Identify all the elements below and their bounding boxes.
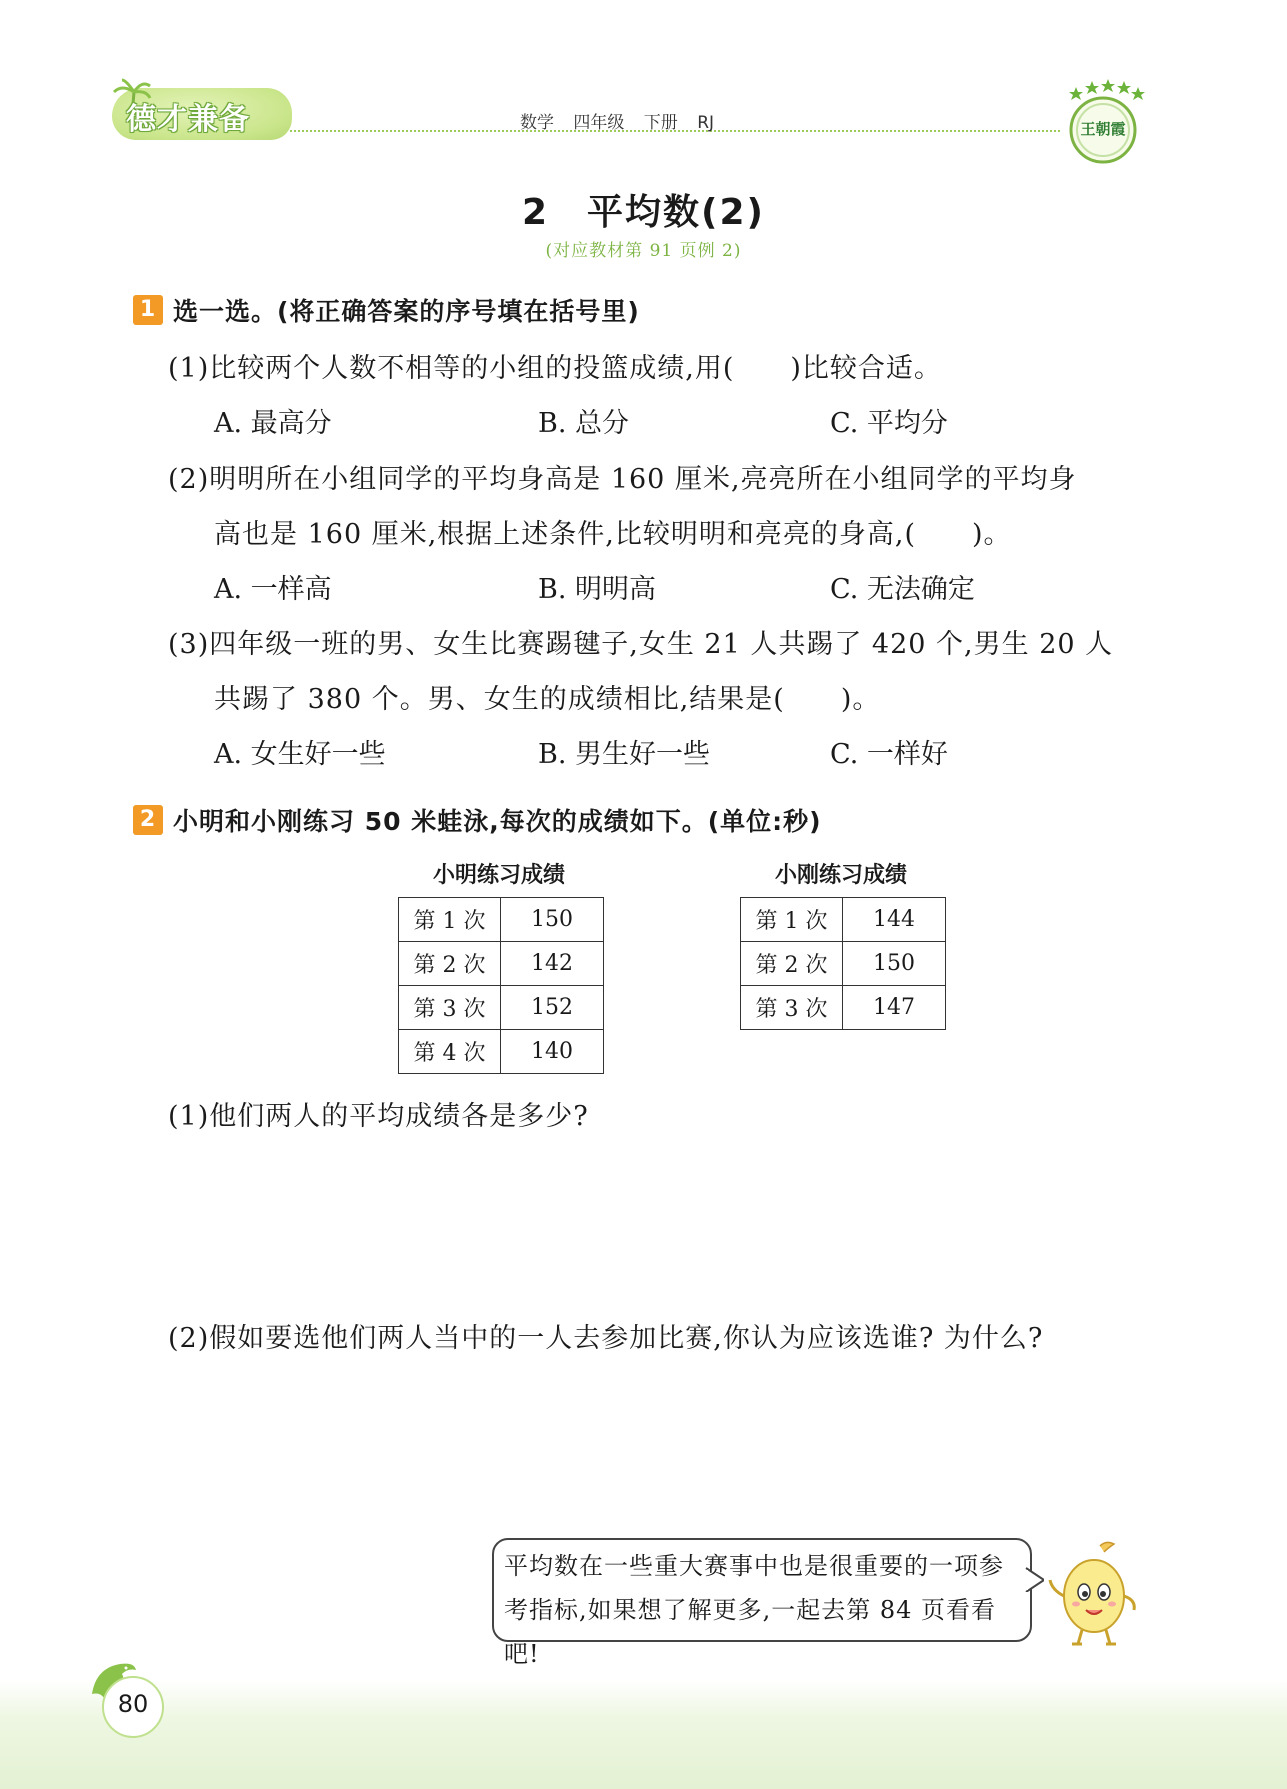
table-cell: 140: [501, 1030, 604, 1074]
table-cell: 152: [501, 986, 604, 1030]
table-cell: 147: [843, 986, 946, 1030]
tip-bubble-text: [504, 1544, 1024, 1676]
section-2-heading-text: 小明和小刚练习 50 米蛙泳,每次的成绩如下。(单位:秒): [173, 807, 822, 836]
table-cell: 第 2 次: [399, 942, 501, 986]
badge: [1060, 78, 1146, 168]
q1-line-1: (1)比较两个人数不相等的小组的投篮成绩,用( )比较合适。: [168, 353, 942, 384]
table-cell: 150: [843, 942, 946, 986]
table-cell: 150: [501, 898, 604, 942]
page-subtitle: (对应教材第 91 页例 2): [545, 241, 742, 261]
table-cell: 142: [501, 942, 604, 986]
tip-line-1: 平均数在一些重大赛事中也是很重要的一项参: [504, 1552, 1004, 1580]
table-row: [741, 942, 946, 986]
q1-option-c: C. 平均分: [830, 408, 948, 439]
lemon-mascot-icon: [1048, 1540, 1138, 1650]
table-row: [399, 986, 604, 1030]
q3-line-2: 共踢了 380 个。男、女生的成绩相比,结果是( )。: [214, 684, 881, 715]
section-2-number: 2: [133, 805, 163, 835]
section-1-heading-text: 选一选。(将正确答案的序号填在括号里): [173, 297, 640, 326]
q1-option-b: B. 总分: [538, 408, 630, 439]
q2-option-c: C. 无法确定: [830, 574, 975, 605]
q2-option-a: A. 一样高: [214, 574, 332, 605]
header-book-info: 数学 四年级 下册 RJ: [520, 113, 715, 133]
q3-option-a: A. 女生好一些: [214, 739, 386, 770]
table-row: [399, 1030, 604, 1074]
section-2-heading: [133, 802, 822, 838]
q2-line-2: 高也是 160 厘米,根据上述条件,比较明明和亮亮的身高,( )。: [214, 519, 1012, 550]
section-1-heading: [133, 292, 640, 328]
table-cell: 144: [843, 898, 946, 942]
section-2-q2: (2)假如要选他们两人当中的一人去参加比赛,你认为应该选谁? 为什么?: [168, 1323, 1044, 1354]
table-cell: 第 3 次: [741, 986, 843, 1030]
table-row: [399, 942, 604, 986]
logo: [112, 78, 302, 148]
xiaoming-table-title: 小明练习成绩: [432, 863, 565, 888]
q1-option-a: A. 最高分: [214, 408, 332, 439]
table-row: [399, 898, 604, 942]
q3-option-b: B. 男生好一些: [538, 739, 711, 770]
bubble-tail: [1024, 1566, 1044, 1592]
page-number: 80: [117, 1690, 149, 1718]
badge-text: 王朝霞: [1080, 120, 1126, 138]
xiaogang-table-title: 小刚练习成绩: [774, 863, 907, 888]
table-cell: 第 1 次: [741, 898, 843, 942]
xiaogang-score-table: [740, 897, 946, 1030]
xiaoming-score-table: [398, 897, 604, 1074]
footer-band: [0, 1680, 1287, 1789]
table-cell: 第 1 次: [399, 898, 501, 942]
table-cell: 第 4 次: [399, 1030, 501, 1074]
page-title: 2 平均数(2): [521, 192, 765, 233]
tip-line-2: 考指标,如果想了解更多,一起去第 84 页看看吧!: [504, 1596, 997, 1668]
table-cell: 第 2 次: [741, 942, 843, 986]
section-1-number: 1: [133, 295, 163, 325]
table-row: [741, 986, 946, 1030]
q2-option-b: B. 明明高: [538, 574, 657, 605]
q2-line-1: (2)明明所在小组同学的平均身高是 160 厘米,亮亮所在小组同学的平均身: [168, 464, 1077, 495]
logo-text: 德才兼备: [126, 102, 250, 137]
section-2-q1: (1)他们两人的平均成绩各是多少?: [168, 1101, 589, 1132]
q3-option-c: C. 一样好: [830, 739, 948, 770]
q3-line-1: (3)四年级一班的男、女生比赛踢毽子,女生 21 人共踢了 420 个,男生 20 人: [168, 629, 1114, 660]
table-cell: 第 3 次: [399, 986, 501, 1030]
table-row: [741, 898, 946, 942]
